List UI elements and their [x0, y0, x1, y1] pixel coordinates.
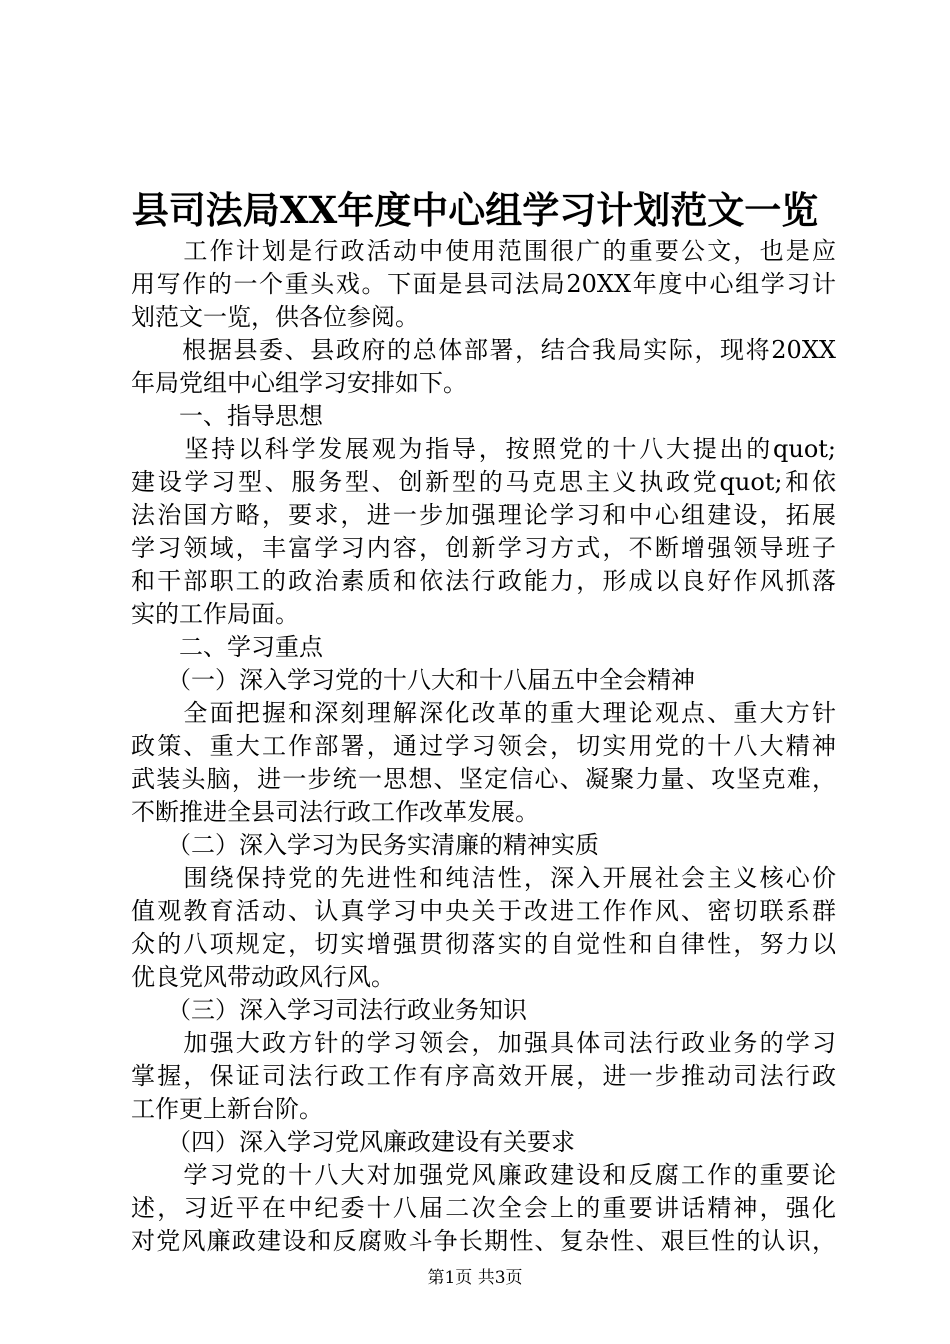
text-line: 法治国方略，要求，进一步加强理论学习和中心组建设，拓展 [131, 501, 836, 529]
text-line: 根据县委、县政府的总体部署，结合我局实际，现将20XX [131, 336, 836, 364]
text-line: 全面把握和深刻理解深化改革的重大理论观点、重大方针 [131, 699, 836, 727]
subsection-heading: （四）深入学习党风廉政建设有关要求 [131, 1128, 575, 1156]
page-footer: 第1页 共3页 [427, 1268, 523, 1288]
text-line: 值观教育活动、认真学习中央关于改进工作作风、密切联系群 [131, 897, 836, 925]
text-line: 划范文一览，供各位参阅。 [131, 303, 419, 331]
text-line: 实的工作局面。 [131, 600, 299, 628]
text-line: 加强大政方针的学习领会，加强具体司法行政业务的学习 [131, 1029, 836, 1057]
text-line: 围绕保持党的先进性和纯洁性，深入开展社会主义核心价 [131, 864, 836, 892]
text-line: 建设学习型、服务型、创新型的马克思主义执政党quot;和依 [131, 468, 836, 496]
text-line: 对党风廉政建设和反腐败斗争长期性、复杂性、艰巨性的认识， [131, 1227, 836, 1255]
document-title: 县司法局XX年度中心组学习计划范文一览 [131, 188, 819, 232]
subsection-heading: （二）深入学习为民务实清廉的精神实质 [131, 831, 599, 859]
section-heading: 二、学习重点 [131, 633, 323, 661]
subsection-heading: （三）深入学习司法行政业务知识 [131, 996, 527, 1024]
section-heading: 一、指导思想 [131, 402, 323, 430]
text-line: 工作更上新台阶。 [131, 1095, 323, 1123]
text-line: 坚持以科学发展观为指导，按照党的十八大提出的quot; [131, 435, 836, 463]
text-line: 年局党组中心组学习安排如下。 [131, 369, 467, 397]
text-line: 不断推进全县司法行政工作改革发展。 [131, 798, 539, 826]
text-line: 工作计划是行政活动中使用范围很广的重要公文，也是应 [131, 237, 836, 265]
text-line: 优良党风带动政风行风。 [131, 963, 395, 991]
text-line: 学习党的十八大对加强党风廉政建设和反腐工作的重要论 [131, 1161, 836, 1189]
text-line: 述，习近平在中纪委十八届二次全会上的重要讲话精神，强化 [131, 1194, 836, 1222]
text-line: 众的八项规定，切实增强贯彻落实的自觉性和自律性，努力以 [131, 930, 836, 958]
text-line: 用写作的一个重头戏。下面是县司法局20XX年度中心组学习计 [131, 270, 836, 298]
text-line: 学习领域，丰富学习内容，创新学习方式，不断增强领导班子 [131, 534, 836, 562]
text-line: 政策、重大工作部署，通过学习领会，切实用党的十八大精神 [131, 732, 836, 760]
subsection-heading: （一）深入学习党的十八大和十八届五中全会精神 [131, 666, 695, 694]
text-line: 掌握，保证司法行政工作有序高效开展，进一步推动司法行政 [131, 1062, 836, 1090]
text-line: 和干部职工的政治素质和依法行政能力，形成以良好作风抓落 [131, 567, 836, 595]
text-line: 武装头脑，进一步统一思想、坚定信心、凝聚力量、攻坚克难， [131, 765, 836, 793]
